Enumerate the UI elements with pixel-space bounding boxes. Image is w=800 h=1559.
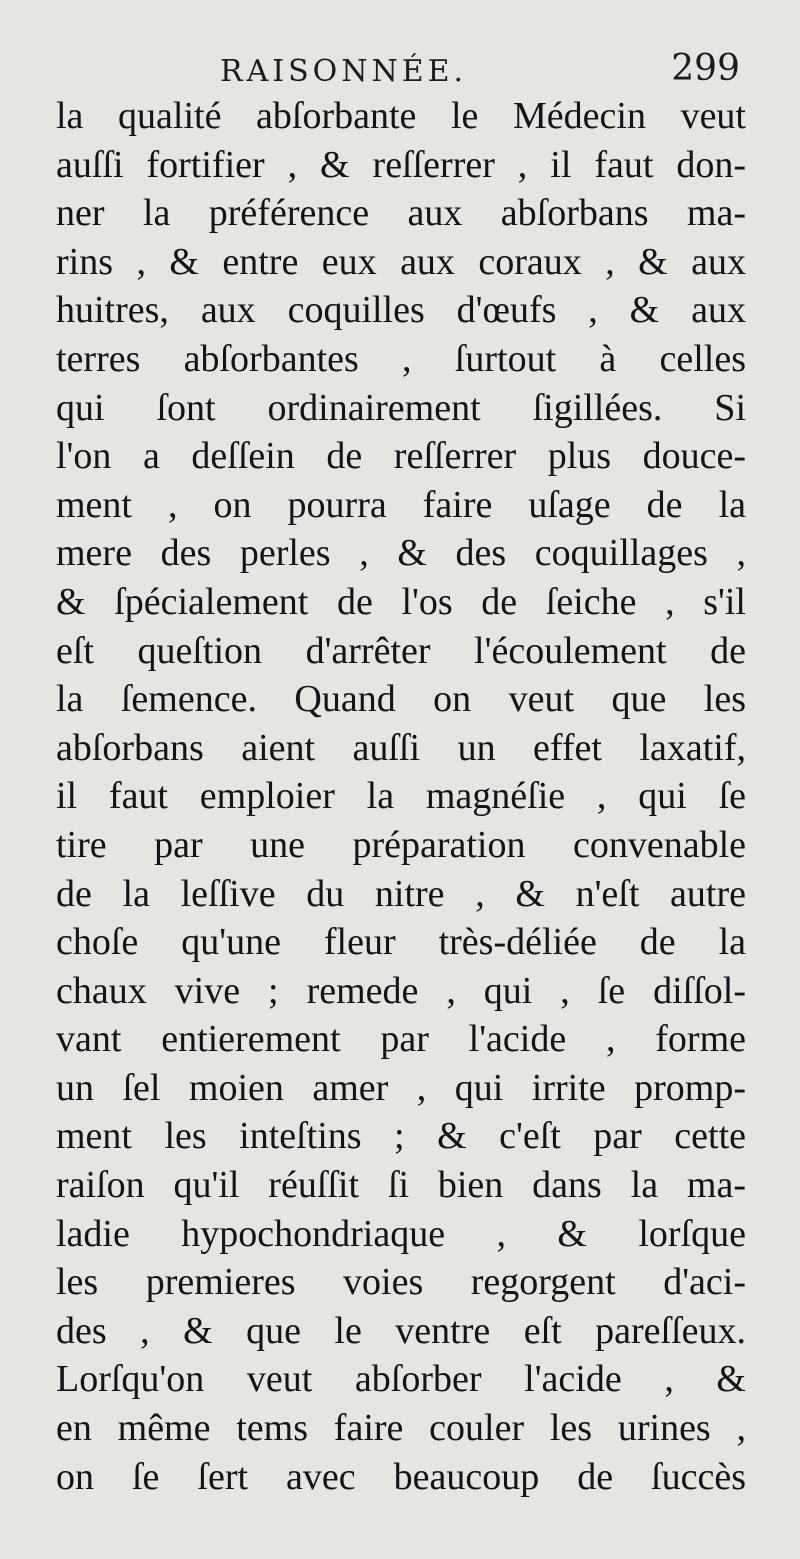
text-line: des , & que le ventre eſt pareſſeux. [56, 1309, 746, 1352]
text-line: on ſe ſert avec beaucoup de ſuccès [56, 1455, 746, 1498]
text-line: de la leſſive du nitre , & n'eſt autre [56, 872, 746, 915]
text-line: ladie hypochondriaque , & lorſque [56, 1212, 746, 1255]
text-line: en même tems faire couler les urines , [56, 1407, 746, 1450]
text-line: qui ſont ordinairement ſigillées. Si [56, 386, 746, 429]
text-line: chaux vive ; remede , qui , ſe diſſol- [56, 969, 746, 1012]
text-line: la ſemence. Quand on veut que les [56, 678, 746, 721]
text-line: tire par une préparation convenable [56, 823, 746, 866]
text-line: l'on a deſſein de reſſerrer plus douce- [56, 435, 746, 478]
text-line: ner la préférence aux abſorbans ma- [56, 192, 746, 235]
page-number: 299 [671, 48, 740, 89]
text-line: & ſpécialement de l'os de ſeiche , s'il [56, 580, 746, 623]
text-line: abſorbans aient auſſi un effet laxatif, [56, 726, 746, 769]
text-line: vant entierement par l'acide , forme [56, 1018, 746, 1061]
text-line: huitres, aux coquilles d'œufs , & aux [56, 289, 746, 332]
text-line: terres abſorbantes , ſurtout à celles [56, 337, 746, 380]
text-line: mere des perles , & des coquillages , [56, 532, 746, 575]
text-line: un ſel moien amer , qui irrite promp- [56, 1066, 746, 1109]
text-line: choſe qu'une fleur très-déliée de la [56, 921, 746, 964]
text-line: eſt queſtion d'arrêter l'écoulement de [56, 629, 746, 672]
text-line: raiſon qu'il réuſſit ſi bien dans la ma- [56, 1164, 746, 1207]
running-head: RAISONNÉE. [220, 54, 468, 89]
text-line: les premieres voies regorgent d'aci- [56, 1261, 746, 1304]
text-line: ment , on pourra faire uſage de la [56, 483, 746, 526]
page-header [0, 48, 800, 98]
text-line: Lorſqu'on veut abſorber l'acide , & [56, 1358, 746, 1401]
text-line: il faut emploier la magnéſie , qui ſe [56, 775, 746, 818]
body-text [56, 92, 746, 1501]
text-line: la qualité abſorbante le Médecin veut [56, 95, 746, 137]
text-line: auſſi fortifier , & reſſerrer , il faut don- [56, 143, 746, 186]
text-line: rins , & entre eux aux coraux , & aux [56, 240, 746, 283]
text-line: ment les inteſtins ; & c'eſt par cette [56, 1115, 746, 1158]
